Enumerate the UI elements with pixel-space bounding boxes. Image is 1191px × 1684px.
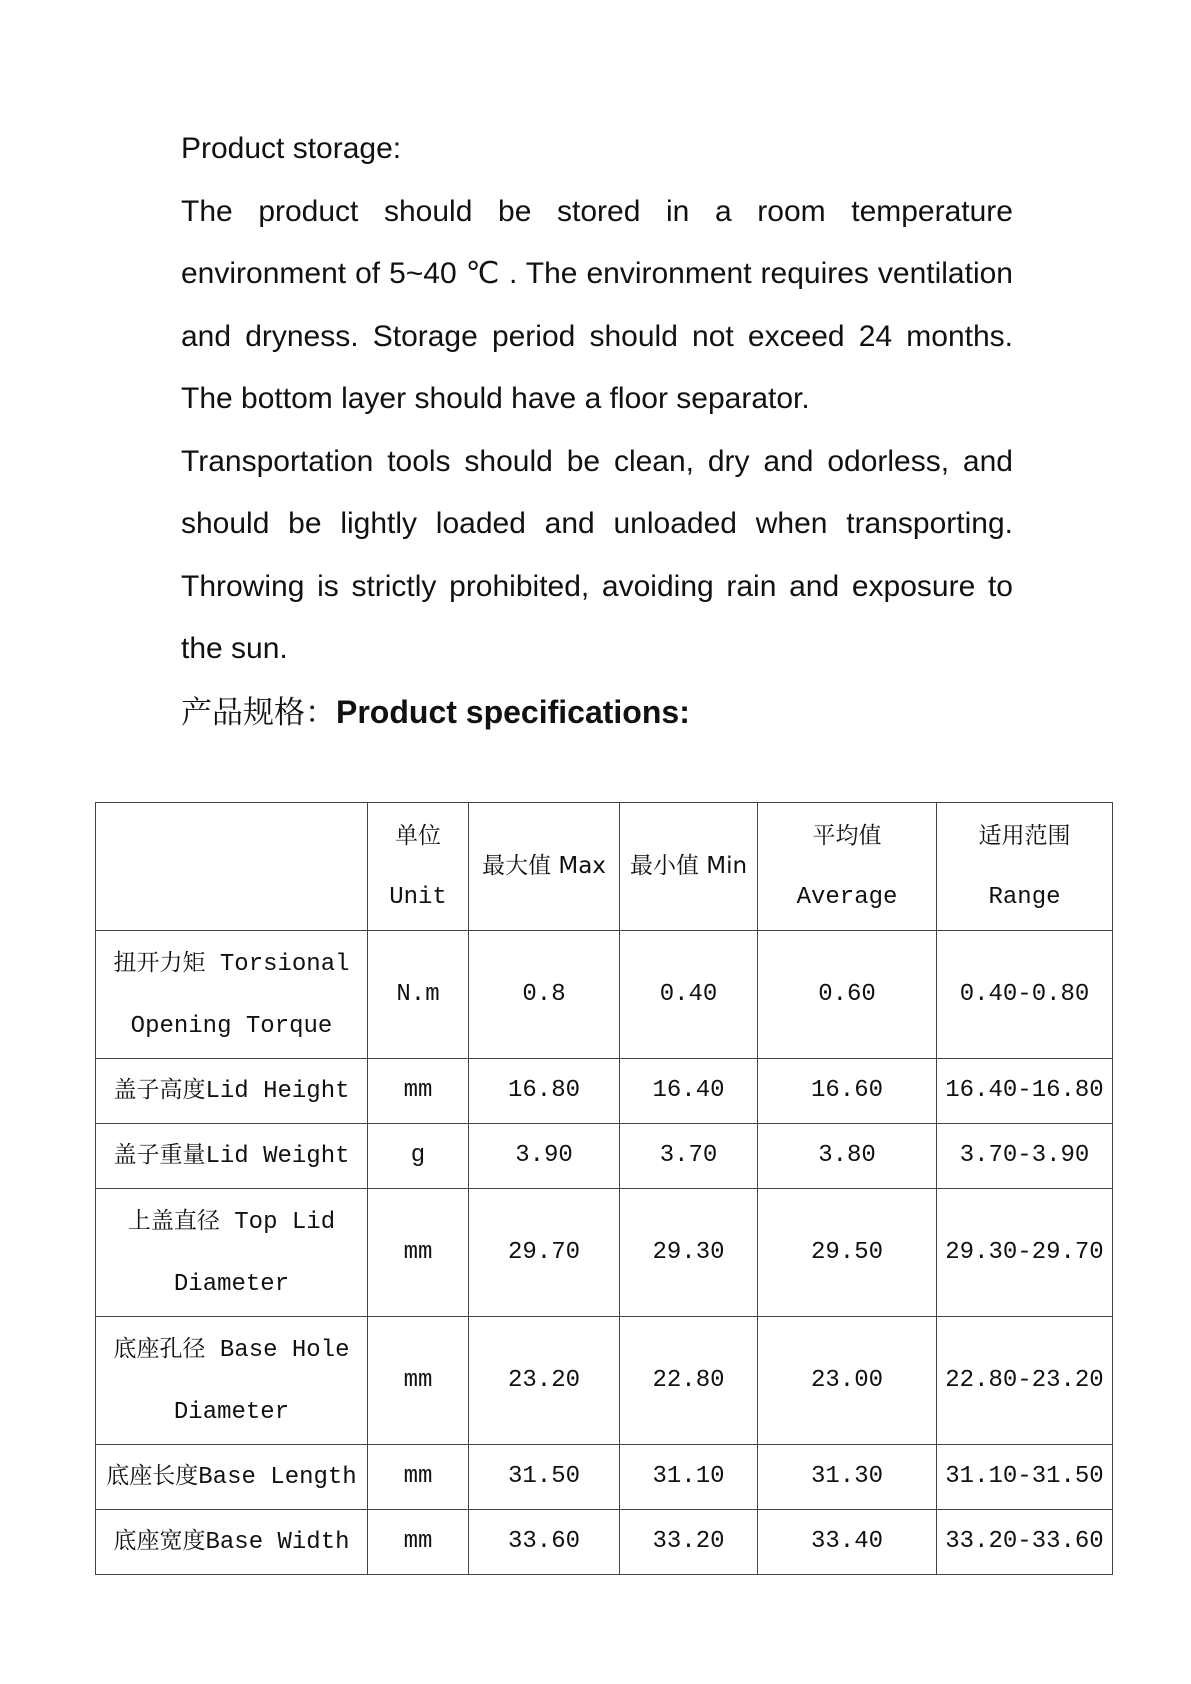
- parameter-name-cell: [96, 1189, 368, 1317]
- parameter-name-en-line2: Diameter: [173, 1270, 290, 1298]
- avg-cell: 16.60: [758, 1059, 937, 1124]
- parameter-name-en: Lid Height: [205, 1078, 350, 1105]
- min-cell: 16.40: [620, 1059, 758, 1124]
- unit-cell: N.m: [368, 931, 469, 1059]
- parameter-name-cell: [96, 1445, 368, 1510]
- avg-cell: 3.80: [758, 1124, 937, 1189]
- table-row: [96, 1317, 1113, 1445]
- parameter-name-en: Top Lid: [234, 1208, 336, 1236]
- specs-title-cn: 产品规格：: [181, 694, 336, 731]
- header-max: [469, 803, 620, 931]
- parameter-name-en: Base Hole: [219, 1336, 350, 1364]
- header-min: [620, 803, 758, 931]
- parameter-name-en: Lid Weight: [205, 1143, 350, 1170]
- header-min-label: 最小值 Min: [629, 852, 748, 879]
- range-cell: 16.40-16.80: [937, 1059, 1113, 1124]
- header-max-label: 最大值 Max: [482, 852, 606, 879]
- parameter-name-cell: [96, 1124, 368, 1189]
- parameter-name-en-line2: Opening Torque: [130, 1012, 333, 1040]
- avg-cell: 33.40: [758, 1510, 937, 1575]
- unit-cell: mm: [368, 1189, 469, 1317]
- range-cell: 22.80-23.20: [937, 1317, 1113, 1445]
- storage-paragraph: The product should be stored in a room temperature environment of 5~40 ℃ . The environment requires ventilation and dryness. Storage period should not exceed 24 months. The bottom layer should have a floor separator.: [181, 194, 1013, 415]
- table-row: [96, 1510, 1113, 1575]
- specs-title: [181, 681, 1013, 744]
- min-cell: 0.40: [620, 931, 758, 1059]
- parameter-name-line1: [98, 1318, 365, 1382]
- avg-cell: 29.50: [758, 1189, 937, 1317]
- storage-heading: Product storage:: [181, 132, 402, 165]
- parameter-name-line1: [98, 1124, 365, 1188]
- table-row: [96, 1189, 1113, 1317]
- parameter-name-en: Torsional: [219, 950, 350, 978]
- table-row: [96, 1059, 1113, 1124]
- header-unit-cn: 单位: [395, 822, 441, 849]
- unit-cell: mm: [368, 1445, 469, 1510]
- min-cell: 22.80: [620, 1317, 758, 1445]
- parameter-name-cn: 底座孔径: [113, 1335, 206, 1362]
- unit-cell: g: [368, 1124, 469, 1189]
- table-row: [96, 1124, 1113, 1189]
- parameter-name-line1: [98, 1059, 365, 1123]
- range-cell: 31.10-31.50: [937, 1445, 1113, 1510]
- header-average-cn: 平均值: [812, 822, 882, 849]
- header-unit-en: Unit: [389, 883, 447, 911]
- parameter-name-cn: 盖子高度: [113, 1077, 206, 1103]
- range-cell: 0.40-0.80: [937, 931, 1113, 1059]
- min-cell: 29.30: [620, 1189, 758, 1317]
- parameter-name-en: Base Length: [198, 1464, 357, 1491]
- transport-paragraph: Transportation tools should be clean, dry and odorless, and should be lightly loaded and unloaded when transporting. Throwing is strictly prohibited, avoiding rain and exposure to the sun.: [181, 444, 1013, 665]
- max-cell: 16.80: [469, 1059, 620, 1124]
- range-cell: 29.30-29.70: [937, 1189, 1113, 1317]
- range-cell: 33.20-33.60: [937, 1510, 1113, 1575]
- header-average-en: Average: [796, 883, 898, 911]
- min-cell: 33.20: [620, 1510, 758, 1575]
- specs-table: [95, 802, 1113, 1575]
- header-range-en: Range: [988, 883, 1061, 911]
- unit-cell: mm: [368, 1510, 469, 1575]
- parameter-name-cn: 盖子重量: [113, 1142, 206, 1168]
- parameter-name-cell: [96, 1059, 368, 1124]
- parameter-name-cell: [96, 1510, 368, 1575]
- storage-section: [181, 118, 1013, 744]
- header-average: [758, 803, 937, 931]
- header-empty-cell: [96, 803, 368, 931]
- max-cell: 0.8: [469, 931, 620, 1059]
- parameter-name-line1: [98, 1190, 365, 1254]
- max-cell: 3.90: [469, 1124, 620, 1189]
- parameter-name-cn: 底座宽度: [113, 1528, 206, 1554]
- specs-title-en: Product specifications:: [336, 693, 690, 730]
- unit-cell: mm: [368, 1317, 469, 1445]
- parameter-name-cell: [96, 931, 368, 1059]
- header-unit: [368, 803, 469, 931]
- parameter-name-cell: [96, 1317, 368, 1445]
- table-header-row: [96, 803, 1113, 931]
- parameter-name-en: Base Width: [205, 1529, 350, 1556]
- max-cell: 23.20: [469, 1317, 620, 1445]
- parameter-name-cn: 底座长度: [106, 1463, 199, 1489]
- max-cell: 31.50: [469, 1445, 620, 1510]
- parameter-name-en-line2: Diameter: [173, 1398, 290, 1426]
- max-cell: 29.70: [469, 1189, 620, 1317]
- avg-cell: 0.60: [758, 931, 937, 1059]
- min-cell: 31.10: [620, 1445, 758, 1510]
- unit-cell: mm: [368, 1059, 469, 1124]
- range-cell: 3.70-3.90: [937, 1124, 1113, 1189]
- table-row: [96, 1445, 1113, 1510]
- avg-cell: 23.00: [758, 1317, 937, 1445]
- min-cell: 3.70: [620, 1124, 758, 1189]
- header-range: [937, 803, 1113, 931]
- parameter-name-cn: 上盖直径: [127, 1207, 220, 1234]
- table-row: [96, 931, 1113, 1059]
- header-range-cn: 适用范围: [978, 822, 1071, 849]
- parameter-name-line1: [98, 1445, 365, 1509]
- parameter-name-cn: 扭开力矩: [113, 949, 206, 976]
- parameter-name-line1: [98, 932, 365, 996]
- max-cell: 33.60: [469, 1510, 620, 1575]
- avg-cell: 31.30: [758, 1445, 937, 1510]
- parameter-name-line1: [98, 1510, 365, 1574]
